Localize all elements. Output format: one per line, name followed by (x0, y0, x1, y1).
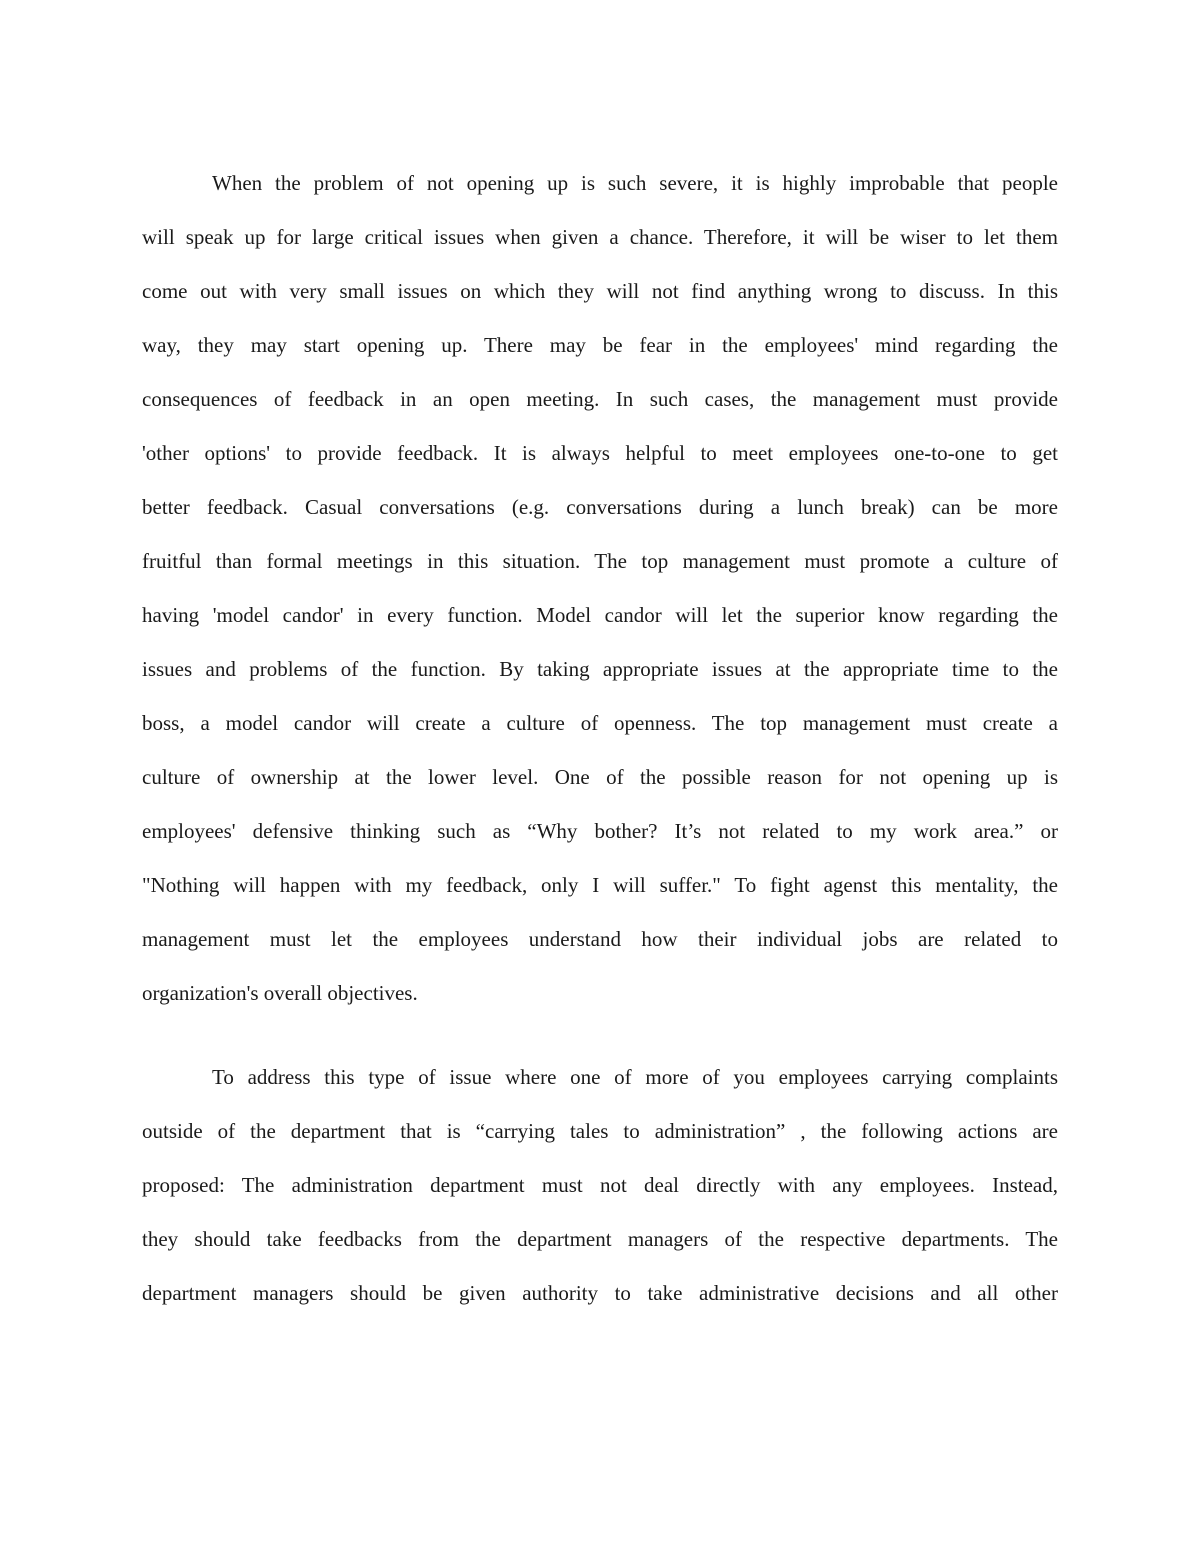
paragraph-line: better feedback. Casual conversations (e.g. conversations during a lunch break) can be more (142, 495, 1058, 519)
paragraph-line: proposed: The administration department must not deal directly with any employees. Instead, (142, 1173, 1058, 1197)
paragraph-line: way, they may start opening up. There may be fear in the employees' mind regarding the (142, 333, 1058, 357)
paragraph-line: will speak up for large critical issues when given a chance. Therefore, it will be wiser to let them (142, 225, 1058, 249)
paragraph-line: boss, a model candor will create a culture of openness. The top management must create a (142, 711, 1058, 735)
paragraph-line: consequences of feedback in an open meeting. In such cases, the management must provide (142, 387, 1058, 411)
paragraph-line: department managers should be given authority to take administrative decisions and all other (142, 1281, 1058, 1305)
paragraph-line: When the problem of not opening up is such severe, it is highly improbable that people (212, 171, 1058, 195)
paragraph-line: "Nothing will happen with my feedback, only I will suffer." To fight agenst this mentality, the (142, 873, 1058, 897)
paragraph-line: culture of ownership at the lower level. One of the possible reason for not opening up is (142, 765, 1058, 789)
paragraph-line: they should take feedbacks from the department managers of the respective departments. The (142, 1227, 1058, 1251)
paragraph-line: organization's overall objectives. (142, 981, 418, 1005)
paragraph-line: employees' defensive thinking such as “Why bother? It’s not related to my work area.” or (142, 819, 1058, 843)
paragraph-line: To address this type of issue where one of more of you employees carrying complaints (212, 1065, 1058, 1089)
paragraph-line: 'other options' to provide feedback. It is always helpful to meet employees one-to-one to get (142, 441, 1058, 465)
paragraph-line: management must let the employees understand how their individual jobs are related to (142, 927, 1058, 951)
paragraph-line: come out with very small issues on which they will not find anything wrong to discuss. In this (142, 279, 1058, 303)
paragraph-line: outside of the department that is “carrying tales to administration” , the following actions are (142, 1119, 1058, 1143)
paragraph-line: having 'model candor' in every function. Model candor will let the superior know regarding the (142, 603, 1058, 627)
paragraph-line: fruitful than formal meetings in this situation. The top management must promote a culture of (142, 549, 1058, 573)
paragraph-line: issues and problems of the function. By taking appropriate issues at the appropriate time to the (142, 657, 1058, 681)
